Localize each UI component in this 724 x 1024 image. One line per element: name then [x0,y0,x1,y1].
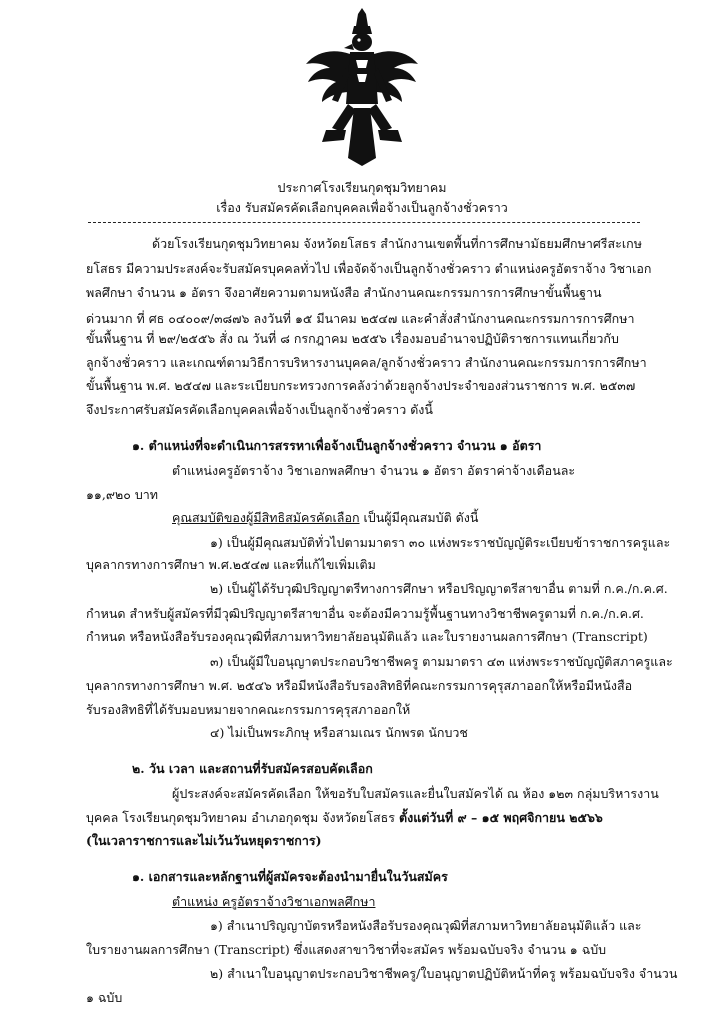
qualification-heading [172,510,478,526]
document-item: ใบรายงานผลการศึกษา (Transcript) ซึ่งแสดงสาขาวิชาที่จะสมัคร พร้อมฉบับจริง จำนวน ๑ ฉบับ [86,942,607,957]
application-line: ผู้ประสงค์จะสมัครคัดเลือก ให้ขอรับใบสมัครและยื่นใบสมัครได้ ณ ห้อง ๑๒๓ กลุ่มบริหารงาน [172,786,659,801]
document-item: ๑ ฉบับ [86,990,123,1005]
intro-line: ด้วยโรงเรียนกุดชุมวิทยาคม จังหวัดยโสธร สำนักงานเขตพื้นที่การศึกษามัธยมศึกษาศรีสะเกษ [152,236,642,251]
section-3-subtitle: ตำแหน่ง ครูอัตราจ้างวิชาเอกพลศึกษา [172,894,376,909]
application-line [86,810,603,826]
application-dates: ตั้งแต่วันที่ ๙ – ๑๕ พฤศจิกายน ๒๕๖๖ [398,810,603,825]
application-hours: (ในเวลาราชการและไม่เว้นวันหยุดราชการ) [86,833,322,848]
qualification-item: กำหนด สำหรับผู้สมัครที่มีวุฒิปริญญาตรีสาขาอื่น จะต้องมีความรู้พื้นฐานทางวิชาชีพครูตามที่ ก.ค./ก.ค.ศ. [86,606,644,621]
announcement-title: ประกาศโรงเรียนกุดชุมวิทยาคม [277,180,447,195]
qualification-item: กำหนด หรือหนังสือรับรองคุณวุฒิที่สภามหาวิทยาลัยอนุมัติแล้ว และใบรายงานผลการศึกษา (Transcript) [86,629,648,644]
qualification-title: คุณสมบัติของผู้มีสิทธิสมัครคัดเลือก [172,510,360,525]
intro-line: พลศึกษา จำนวน ๑ อัตรา จึงอาศัยความตามหนังสือ สำนักงานคณะกรรมการการศึกษาขั้นพื้นฐาน [86,285,602,300]
salary-line: ๑๑,๙๒๐ บาท [86,487,159,502]
qualification-item: ๔) ไม่เป็นพระภิกษุ หรือสามเณร นักพรต นักบวช [210,725,468,740]
intro-line: ยโสธร มีความประสงค์จะรับสมัครบุคคลทั่วไป เพื่อจัดจ้างเป็นลูกจ้างชั่วคราว ตำแหน่งครูอัตราจ้าง วิชาเอก [86,261,652,276]
application-place: บุคคล โรงเรียนกุดชุมวิทยาคม อำเภอกุดชุม จังหวัดยโสธร [86,810,399,825]
section-1-heading: ๑. ตำแหน่งที่จะดำเนินการสรรหาเพื่อจ้างเป็นลูกจ้างชั่วคราว จำนวน ๑ อัตรา [132,438,542,453]
section-3-heading: ๑. เอกสารและหลักฐานที่ผู้สมัครจะต้องนำมายื่นในวันสมัคร [132,869,448,884]
intro-line: จึงประกาศรับสมัครคัดเลือกบุคคลเพื่อจ้างเป็นลูกจ้างชั่วคราว ดังนี้ [86,402,433,417]
qualification-item: ๑) เป็นผู้มีคุณสมบัติทั่วไปตามมาตรา ๓๐ แห่งพระราชบัญญัติระเบียบข้าราชการครูและ [210,535,671,550]
qualification-item: บุคลากรทางการศึกษา พ.ศ. ๒๕๔๖ หรือมีหนังสือรับรองสิทธิที่คณะกรรมการคุรุสภาออกให้หรือมีหนังสือ [86,678,633,693]
document-item: ๒) สำเนาใบอนุญาตประกอบวิชาชีพครู/ใบอนุญาตปฏิบัติหน้าที่ครู พร้อมฉบับจริง จำนวน [210,966,678,981]
intro-line: ด่วนมาก ที่ ศธ ๐๔๐๐๙/๓๘๗๖ ลงวันที่ ๑๕ มีนาคม ๒๕๔๗ และคำสั่งสำนักงานคณะกรรมการการศึกษา [86,311,635,326]
position-line: ตำแหน่งครูอัตราจ้าง วิชาเอกพลศึกษา จำนวน ๑ อัตรา อัตราค่าจ้างเดือนละ [172,463,576,478]
intro-line: ขั้นพื้นฐาน ที่ ๒๙/๒๕๕๖ สั่ง ณ วันที่ ๘ กรกฎาคม ๒๕๕๖ เรื่องมอบอำนาจปฏิบัติราชการแทนเกี่ยวกับ [86,331,619,346]
qualification-item: รับรองสิทธิที่ได้รับมอบหมายจากคณะกรรมการคุรุสภาออกให้ [86,702,411,717]
qualification-item: บุคลากรทางการศึกษา พ.ศ.๒๕๔๗ และที่แก้ไขเพิ่มเติม [86,557,376,572]
qualification-item: ๓) เป็นผู้มีใบอนุญาตประกอบวิชาชีพครู ตามมาตรา ๔๓ แห่งพระราชบัญญัติสภาครูและ [210,654,673,669]
section-2-heading: ๒. วัน เวลา และสถานที่รับสมัครสอบคัดเลือก [132,761,373,776]
qualification-rest: เป็นผู้มีคุณสมบัติ ดังนี้ [359,510,479,525]
qualification-item: ๒) เป็นผู้ได้รับวุฒิปริญญาตรีทางการศึกษา หรือปริญญาตรีสาขาอื่น ตามที่ ก.ค./ก.ค.ศ. [210,581,668,596]
document-item: ๑) สำเนาปริญญาบัตรหรือหนังสือรับรองคุณวุฒิที่สภามหาวิทยาลัยอนุมัติแล้ว และ [210,918,642,933]
garuda-emblem-icon [302,8,422,168]
separator-line [88,222,640,223]
intro-line: ลูกจ้างชั่วคราว และเกณฑ์ตามวิธีการบริหารงานบุคคล/ลูกจ้างชั่วคราว สำนักงานคณะกรรมการการศึกษา [86,355,647,370]
intro-line: ขั้นพื้นฐาน พ.ศ. ๒๕๔๗ และระเบียบกระทรวงการคลังว่าด้วยลูกจ้างประจำของส่วนราชการ พ.ศ. ๒๕๓๗ [86,378,636,393]
announcement-subject: เรื่อง รับสมัครคัดเลือกบุคคลเพื่อจ้างเป็นลูกจ้างชั่วคราว [216,200,508,215]
